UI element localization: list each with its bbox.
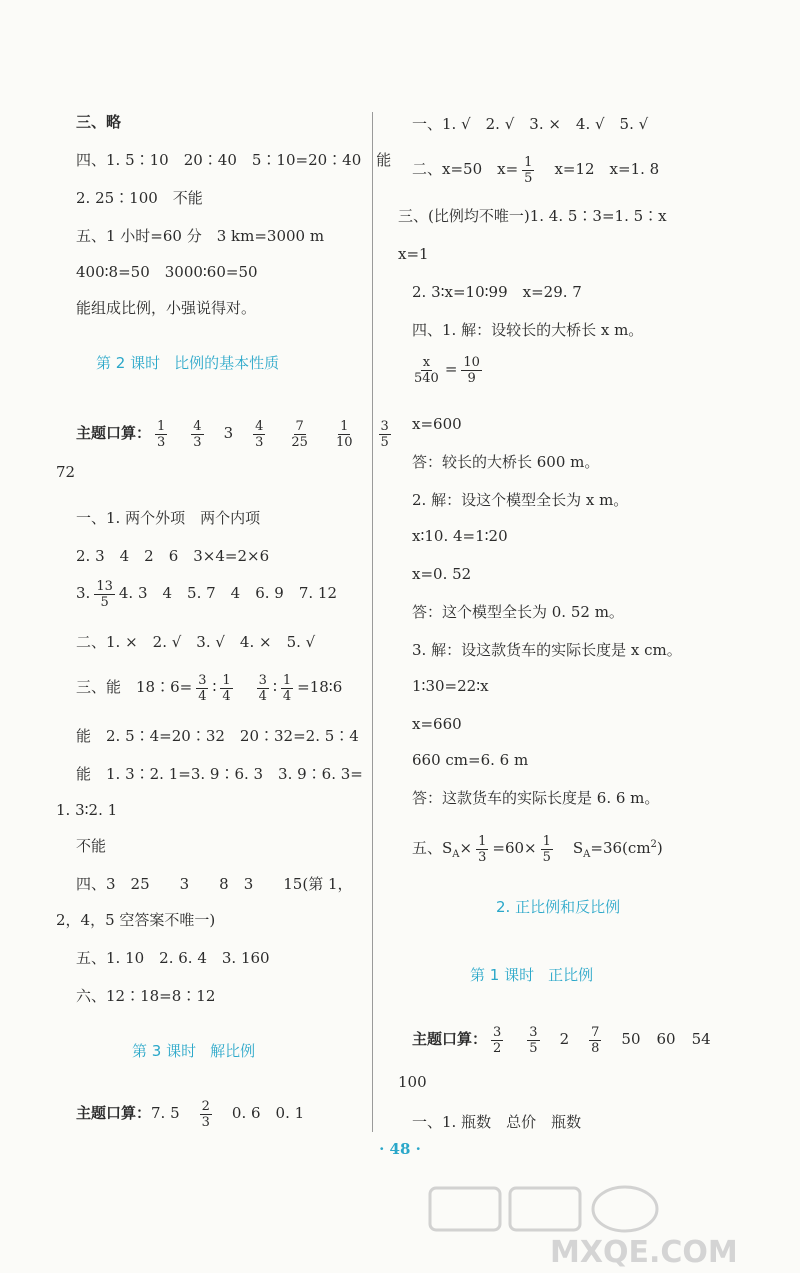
fraction: $\frac{1}{10}$ (335, 418, 353, 450)
answer-san: 三、能 18∶6= $\frac{3}{4}$ ∶ $\frac{1}{4}$ $\frac{3}{4}$ ∶ $\frac{1}{4}$ =18∶6 (76, 672, 343, 704)
kousuan-row-2: 主题口算：7. 5 $\frac{2}{3}$ 0. 6 0. 1 (76, 1098, 305, 1130)
fraction: $\frac{3}{4}$ (198, 672, 207, 704)
fraction: $\frac{10}{9}$ (463, 354, 480, 386)
kousuan-tail-right: 100 (398, 1073, 427, 1091)
answer-wu-1: 五、1 小时=60 分 3 km=3000 m (76, 227, 325, 245)
answer-r-si-2b: x=0. 52 (412, 565, 472, 583)
answer-r-san-3: 2. 3∶x=10∶99 x=29. 7 (412, 283, 582, 301)
column-divider (372, 112, 373, 1132)
answer-r-si-eq: $\frac{x}{540}$ = $\frac{10}{9}$ (414, 354, 480, 386)
watermark-text: MXQE.COM (550, 1235, 738, 1270)
answer-r-si-2a: x∶10. 4=1∶20 (412, 527, 508, 545)
lesson-2-title: 比例的基本性质 (174, 354, 280, 372)
answer-wu-b: 五、1. 10 2. 6. 4 3. 160 (76, 949, 270, 967)
answer-r-si-ans1: 答：较长的大桥长 600 m。 (412, 453, 600, 471)
answer-wu-2: 400∶8=50 3000∶60=50 (76, 263, 258, 281)
answer-r-yi-last: 一、1. 瓶数 总价 瓶数 (412, 1113, 582, 1131)
answer-wu-3: 能组成比例，小强说得对。 (76, 299, 257, 317)
watermark-logo (420, 1180, 790, 1270)
answer-r-si-3: 3. 解：设这款货车的实际长度是 x cm。 (412, 641, 682, 659)
fraction: $\frac{7}{25}$ (291, 418, 308, 450)
answer-neng-3-cont: 1. 3∶2. 1 (56, 801, 118, 819)
lesson-2-heading (96, 352, 293, 373)
fraction: $\frac{7}{8}$ (591, 1024, 600, 1056)
lesson-1-number: 第 1 课时 (470, 966, 535, 984)
answer-si-b2: 2，4，5 空答案不唯一) (56, 911, 216, 929)
kousuan-row-1: 主题口算： $\frac{1}{3}$ $\frac{4}{3}$ 3 $\frac{4}{3}$ $\frac{7}{25}$ $\frac{1}{10}$ $\frac{3}{5}$ (76, 418, 389, 450)
answer-san-lue: 三、略 (76, 113, 122, 131)
answer-yi-2: 2. 3 4 2 6 3×4=2×6 (76, 547, 270, 565)
kousuan-row-3: 主题口算： $\frac{3}{2}$ $\frac{3}{5}$ 2 $\frac{7}{8}$ 50 60 54 (412, 1024, 711, 1056)
page-number: · 48 · (379, 1140, 421, 1158)
kousuan-label: 主题口算： (76, 424, 152, 442)
answer-r-si-2: 2. 解：设这个模型全长为 x m。 (412, 491, 629, 509)
answer-neng-3: 能 1. 3∶2. 1=3. 9∶6. 3 3. 9∶6. 3= (76, 765, 363, 783)
fraction: $\frac{3}{5}$ (380, 418, 389, 450)
answer-liu: 六、12∶18=8∶12 (76, 987, 216, 1005)
answer-yi-1: 一、1. 两个外项 两个内项 (76, 509, 261, 527)
answer-r-si-x600: x=600 (412, 415, 462, 433)
lesson-3-title: 解比例 (210, 1042, 256, 1060)
fraction: $\frac{x}{540}$ (414, 354, 439, 386)
fraction: $\frac{3}{2}$ (493, 1024, 502, 1056)
answer-si-b1: 四、3 25 3 8 3 15(第 1， (76, 875, 353, 893)
answer-yi-3: 3. $\frac{13}{5}$ 4. 3 4 5. 7 4 6. 9 7. 12 (76, 578, 337, 610)
lesson-3-number: 第 3 课时 (132, 1042, 197, 1060)
fraction: $\frac{1}{3}$ (157, 418, 166, 450)
answer-r-si-3b: x=660 (412, 715, 462, 733)
lesson-1-heading (470, 964, 607, 985)
lesson-2-number: 第 2 课时 (96, 354, 161, 372)
lesson-1-title: 正比例 (548, 966, 594, 984)
answer-r-si-1: 四、1. 解：设较长的大桥长 x m。 (412, 321, 644, 339)
answer-r-si-ans3: 答：这款货车的实际长度是 6. 6 m。 (412, 789, 660, 807)
answer-neng-2: 能 2. 5∶4=20∶32 20∶32=2. 5∶4 (76, 727, 359, 745)
fraction: $\frac{3}{4}$ (258, 672, 267, 704)
fraction: $\frac{1}{3}$ (478, 833, 487, 865)
answer-r-wu: 五、$S_A\times$ $\frac{1}{3}$ =60× $\frac{1}{5}$ $S_A=36(cm^2)$ (412, 833, 663, 865)
fraction: $\frac{1}{4}$ (222, 672, 231, 704)
answer-si-1: 四、1. 5∶10 20∶40 5∶10=20∶40 能 (76, 151, 392, 169)
answer-r-er: 二、x=50 x= $\frac{1}{5}$ x=12 x=1. 8 (412, 154, 660, 186)
answer-r-san-2: x=1 (398, 245, 429, 263)
answer-r-si-ans2: 答：这个模型全长为 0. 52 m。 (412, 603, 624, 621)
fraction: $\frac{13}{5}$ (96, 578, 113, 610)
answer-r-si-3c: 660 cm=6. 6 m (412, 751, 529, 769)
fraction: $\frac{3}{5}$ (529, 1024, 538, 1056)
answer-er: 二、1. × 2. √ 3. √ 4. × 5. √ (76, 633, 316, 651)
lesson-3-heading (132, 1040, 269, 1061)
kousuan-tail: 72 (56, 463, 76, 481)
answer-si-2: 2. 25∶100 不能 (76, 189, 203, 207)
section-heading: 2. 正比例和反比例 (496, 898, 621, 916)
answer-r-yi: 一、1. √ 2. √ 3. × 4. √ 5. √ (412, 115, 649, 133)
fraction: $\frac{1}{5}$ (542, 833, 551, 865)
fraction: $\frac{1}{4}$ (282, 672, 292, 704)
answer-buneng: 不能 (76, 837, 107, 855)
fraction: $\frac{2}{3}$ (201, 1098, 210, 1130)
fraction: $\frac{1}{5}$ (524, 154, 533, 186)
answer-r-san-1: 三、(比例均不唯一)1. 4. 5∶3=1. 5∶x (398, 207, 667, 225)
answer-r-si-3a: 1∶30=22∶x (412, 677, 489, 695)
fraction: $\frac{4}{3}$ (255, 418, 264, 450)
fraction: $\frac{4}{3}$ (193, 418, 202, 450)
